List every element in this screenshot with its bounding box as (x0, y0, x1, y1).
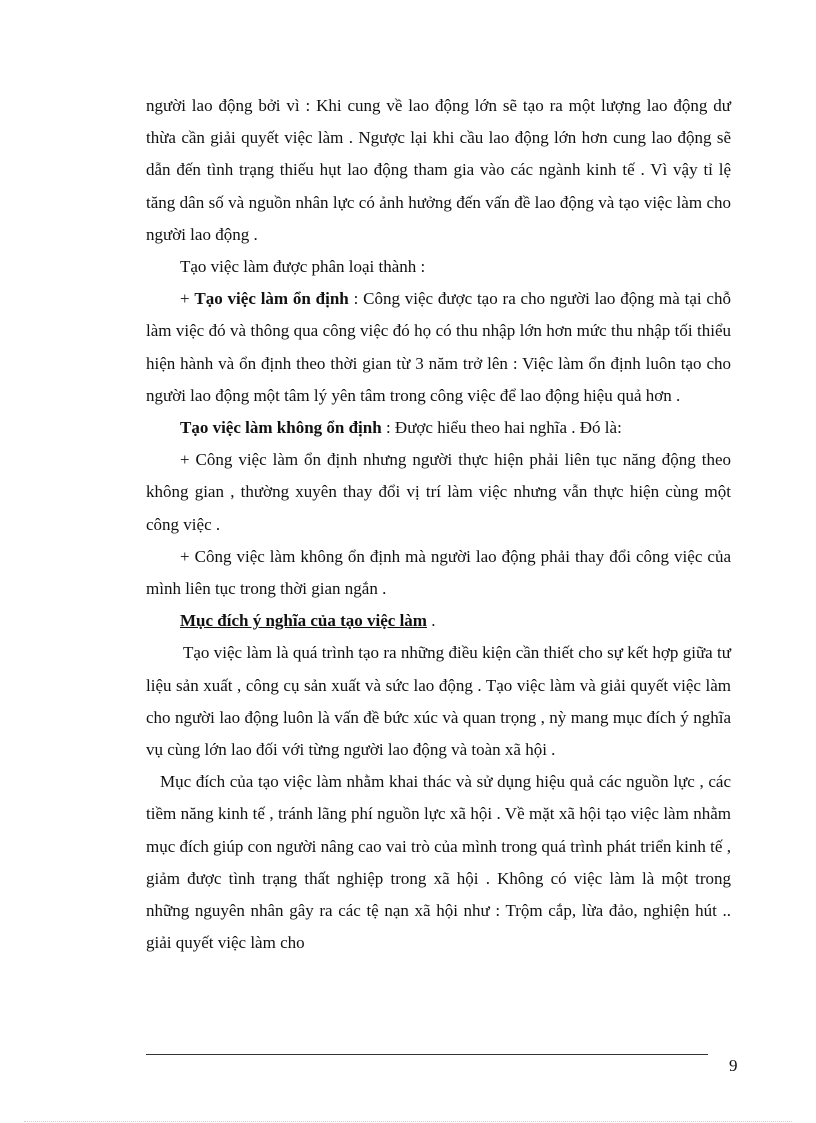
paragraph-meaning-one: + Công việc làm ổn định nhưng người thực hiện phải liên tục năng động theo không gian , thường xuyên thay đổi vị trí làm việc nhưng vẫn thực hiện cùng một công việc . (146, 450, 731, 534)
footer-divider (146, 1054, 708, 1055)
section-heading-text: Mục đích ý nghĩa của tạo việc làm (180, 611, 427, 631)
document-body (146, 90, 731, 959)
paragraph-job-creation-purpose: Mục đích của tạo việc làm nhằm khai thác và sử dụng hiệu quả các nguồn lực , các tiềm năng kinh tế , tránh lãng phí nguồn lực xã hội . Về mặt xã hội tạo việc làm nhằm mục đích giúp con người nâng cao vai trò của mình trong quá trình phát triển kinh tế , giảm được tình trạng thất nghiệp trong xã hội . Không có việc làm là một trong những nguyên nhân gây ra các tệ nạn xã hội như : Trộm cắp, lừa đảo, nghiện hút .. giải quyết việc làm cho (146, 772, 731, 953)
page-bottom-edge (24, 1121, 792, 1122)
paragraph-labor-supply: người lao động bởi vì : Khi cung về lao động lớn sẽ tạo ra một lượng lao động dư thừa cần giải quyết việc làm . Ngược lại khi cầu lao động lớn hơn cung lao động sẽ dẫn đến tình trạng thiếu hụt lao động tham gia vào các ngành kinh tế . Vì vậy tỉ lệ tăng dân số và nguồn nhân lực có ảnh hưởng đến vấn đề lao động và tạo việc làm cho người lao động . (146, 96, 731, 244)
paragraph-meaning-two: + Công việc làm không ổn định mà người lao động phải thay đổi công việc của mình liên tục trong thời gian ngắn . (146, 546, 731, 599)
term-stable-employment: Tạo việc làm ổn định (194, 289, 349, 309)
stable-employment-definition: : Công việc được tạo ra cho người lao động mà tại chỗ làm việc đó và thông qua công việc đó họ có thu nhập lớn hơn mức thu nhập tối thiểu hiện hành và ổn định theo thời gian từ 3 năm trở lên : Việc làm ổn định luôn tạo cho người lao động một tâm lý yên tâm trong công việc để lao động hiệu quả hơn . (146, 289, 731, 405)
term-unstable-employment: Tạo việc làm không ổn định (180, 418, 382, 438)
section-heading: Mục đích ý nghĩa của tạo việc làm . (180, 611, 436, 631)
unstable-employment-definition: : Được hiểu theo hai nghĩa . Đó là: (381, 418, 622, 438)
paragraph-unstable-employment (146, 412, 731, 444)
paragraph-job-creation-process: Tạo việc làm là quá trình tạo ra những điều kiện cần thiết cho sự kết hợp giữa tư liệu sản xuất , công cụ sản xuất và sức lao động . Tạo việc làm và giải quyết việc làm cho người lao động luôn là vấn đề bức xúc và quan trọng , nỳ mang mục đích ý nghĩa vụ cùng lớn lao đối với từng người lao động và toàn xã hội . (146, 643, 731, 760)
bullet-prefix: + (180, 289, 195, 309)
paragraph-classification-intro: Tạo việc làm được phân loại thành : (180, 257, 426, 277)
paragraph-stable-employment (146, 283, 731, 412)
page-number: 9 (729, 1056, 738, 1075)
